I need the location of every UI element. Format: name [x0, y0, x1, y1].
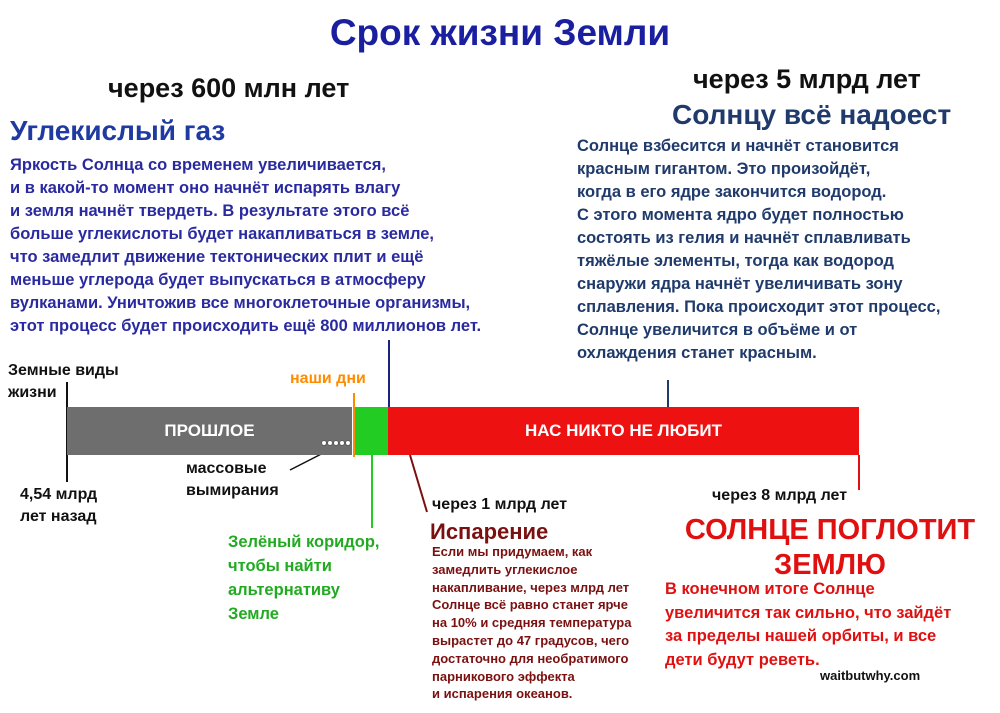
green-corridor-label: Зелёный коридор, чтобы найти альтернативу Земле — [228, 533, 380, 623]
engulf-time-label: через 8 млрд лет — [712, 487, 848, 504]
future-segment — [388, 407, 859, 455]
co2-description: Яркость Солнца со временем увеличивается, и в какой-то момент оно начнёт испарять влагу и земля начнёт твердеть. В результате этого всё больше углекислоты будет накапливаться в земле, что замедлит движение тектонических плит и ещё меньше углерода будет выпускаться в атмосферу вулканами. Уничтожив все многоклеточные организмы, этот процесс будет происходить ещё 800 миллионов лет. — [10, 156, 482, 335]
our-days-label: наши дни — [290, 370, 366, 387]
past-segment-label: ПРОШЛОЕ — [164, 421, 255, 440]
start-label: 4,54 млрд лет назад — [20, 486, 98, 525]
evaporation-heading: Испарение — [430, 519, 549, 544]
green-corridor-segment — [355, 407, 388, 455]
engulf-heading: СОЛНЦЕ ПОГЛОТИТ ЗЕМЛЮ — [684, 514, 976, 581]
page-title: Срок жизни Земли — [329, 12, 671, 53]
red-giant-description: Солнце взбесится и начнёт становится красным гигантом. Это произойдёт, когда в его ядре закончится водород. С этого момента ядро будет полностью состоять из гелия и начнёт сплавливать тяжёлые элементы, тогда как водород снаружи ядра начнёт увеличивать зону сплавления. Пока происходит этот процесс, Солнце увеличится в объёме и от охлаждения станет красным. — [577, 137, 941, 362]
past-segment — [67, 407, 352, 455]
evaporation-description: Если мы придумаем, как замедлить углекислое накапливание, через млрд лет Солнце всё равно станет ярче на 10% и средняя температура вырастет до 47 градусов, чего достаточно для необратимого парникового эффекта и испарения океанов. — [432, 544, 632, 702]
red-giant-time-label: через 5 млрд лет — [693, 64, 921, 94]
mass-extinctions-label: массовые вымирания — [186, 460, 279, 499]
co2-heading: Углекислый газ — [10, 115, 226, 146]
evaporation-time-label: через 1 млрд лет — [432, 496, 568, 513]
evaporation-marker-line — [410, 455, 427, 512]
engulf-description: В конечном итоге Солнце увеличится так сильно, что зайдёт за пределы нашей орбиты, и все дети будут реветь. — [665, 580, 952, 669]
co2-time-label: через 600 млн лет — [108, 73, 350, 103]
future-segment-label: НАС НИКТО НЕ ЛЮБИТ — [525, 421, 722, 440]
mass-extinction-dots — [320, 437, 354, 449]
earth-life-label: Земные виды жизни — [8, 362, 119, 401]
source-credit: waitbutwhy.com — [820, 668, 921, 683]
red-giant-heading: Солнцу всё надоест — [672, 99, 952, 130]
